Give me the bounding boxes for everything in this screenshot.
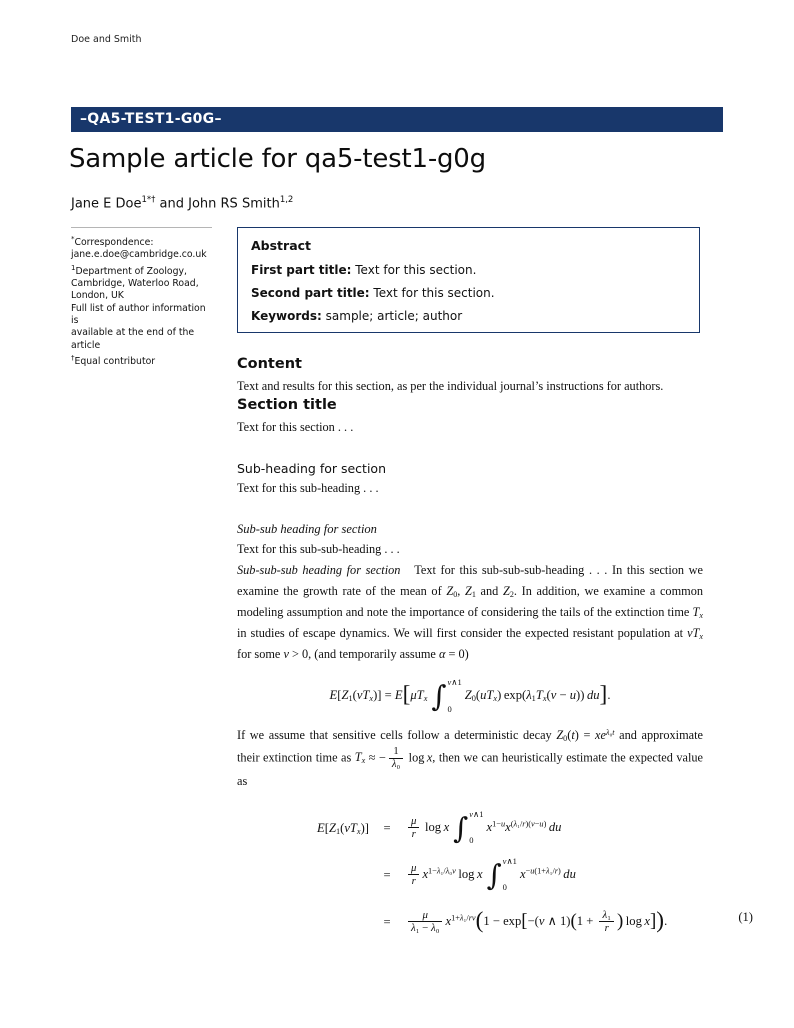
abstract-first-part-text: Text for this section.: [351, 263, 477, 277]
display-equation: $E[Z_1(vT_x)] = E[\mu T_x$ ∫ v∧1 0 $Z_0(uT_x) \exp(\lambda_1T_x(v - u))$ du].: [329, 677, 611, 714]
content-heading: Content: [237, 356, 302, 372]
section-title-heading: Section title: [237, 397, 337, 413]
equals-sign: =: [383, 820, 391, 835]
correspondence-column: [71, 227, 212, 368]
equation-rhs: $\frac{\mu}{r}$ $x^{1-\lambda_1/\lambda_0v}$ log x ∫ v∧1 0 $x^{-u(1+\lambda_1/r)}$ du: [405, 857, 703, 893]
equation-rhs: $\frac{\mu}{r}$ log x ∫ v∧1 0 $x^{1-u}x^{(\lambda_1/r)(v-u)}$ du: [405, 810, 703, 846]
equation-lhs: $E[Z_1(vT_x)]$: [317, 820, 369, 836]
sub-sub-heading-paragraph: Text for this sub-sub-heading . . .: [237, 542, 400, 556]
equation-row-2: [287, 851, 703, 898]
abstract-first-part: [251, 263, 686, 277]
abstract-second-part-text: Text for this section.: [369, 286, 495, 300]
running-head: Doe and Smith: [71, 34, 142, 45]
sub-sub-heading: Sub-sub heading for section: [237, 522, 377, 536]
sub-heading: Sub-heading for section: [237, 461, 386, 476]
content-paragraph: Text and results for this section, as per the individual journal’s instructions for authors.: [237, 379, 664, 393]
equation-row-1: [287, 804, 703, 851]
abstract-box: [237, 227, 700, 333]
equation-number: (1): [738, 910, 753, 925]
equals-sign: =: [383, 867, 391, 882]
section-paragraph: Text for this section . . .: [237, 420, 354, 434]
sub-sub-sub-paragraph: Sub-sub-sub heading for section Text for this sub-sub-sub-heading . . . In this section we examine the growth rate of the mean of $Z_0$, $Z_1$ and $Z_2$. In addition, we examine a common modeling assumption and note the importance of considering the tails of the extinction time $T_x$ in studies of escape dynamics. We will first consider the expected resistant population at $vT_x$ for some v > 0, (and temporarily assume α = 0): [237, 563, 704, 661]
abstract-first-part-label: First part title:: [251, 263, 352, 277]
heuristic-paragraph: If we assume that sensitive cells follow a deterministic decay $Z_0(t) = xe^{\lambda_0t}$ and approximate their extinction time as $T_x$ ≈ − $\frac{1}{\text{λ₀}}$ log x, then we can heuristically estimate the expected value as: [237, 727, 703, 789]
abstract-keywords: [251, 309, 686, 323]
article-body: [237, 356, 753, 945]
correspondence-note: *Correspondence: jane.e.doe@cambridge.co.uk $^1$Department of Zoology, Cambridge, Waterloo Road, London, UK Full list of author information is available at the end of the article †Equal contributor: [71, 235, 207, 367]
left-column-rule: [71, 227, 212, 228]
abstract-keywords-label: Keywords:: [251, 309, 322, 323]
aligned-equations: [237, 804, 753, 945]
article-type-banner: –QA5-TEST1-G0G–: [71, 107, 723, 132]
abstract-heading: Abstract: [251, 238, 312, 253]
abstract-second-part: [251, 286, 686, 300]
equation-row-3: [287, 898, 703, 945]
abstract-keywords-text: sample; article; author: [321, 309, 463, 323]
sub-heading-paragraph: Text for this sub-heading . . .: [237, 481, 379, 495]
authors-line: Jane E Doe$^{1*\dagger}$ and John RS Smith$^{1,2}$: [71, 195, 294, 212]
equation-rhs: $\frac{\mu}{\text{λ₁ − λ₀}}$ $x^{1+\lambda_1/rv}(1 - \exp[-(v$ ∧ 1)(1 + $\frac{\text{λ₁}}{r}$ ) log x]).: [405, 909, 703, 935]
equals-sign: =: [383, 914, 391, 929]
article-title: Sample article for qa5-test1-g0g: [69, 144, 486, 174]
abstract-second-part-label: Second part title:: [251, 286, 370, 300]
